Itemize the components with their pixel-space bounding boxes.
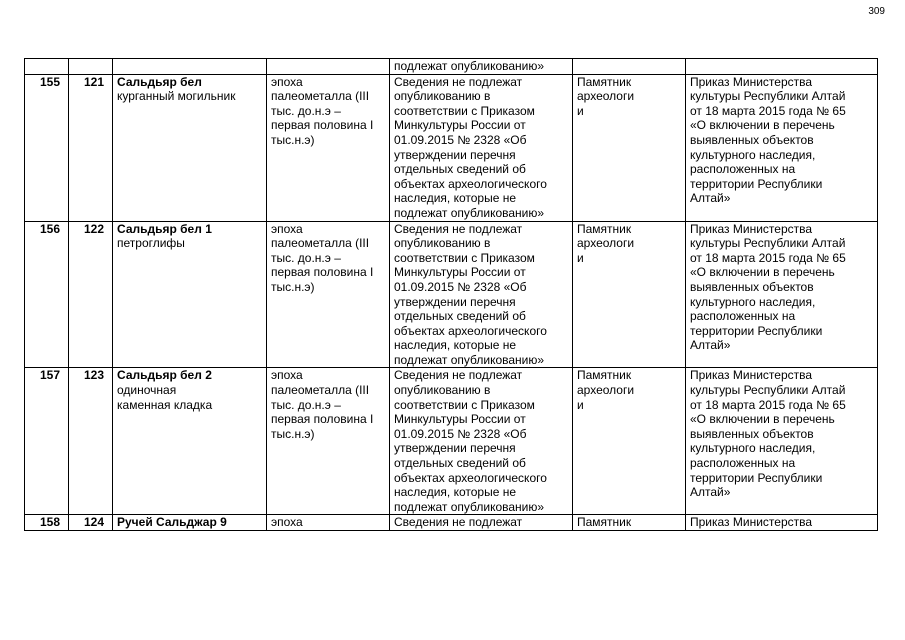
object-name: Сальдьяр бел 1 — [117, 221, 212, 236]
cell-number: 123 — [69, 368, 113, 515]
cell-number: 124 — [69, 515, 113, 531]
cell-category: Памятник археологи и — [573, 74, 686, 221]
table-row — [25, 368, 878, 515]
page-number: 309 — [868, 6, 885, 17]
object-name: Сальдьяр бел — [117, 74, 202, 89]
cell-order: Приказ Министерства культуры Республики Алтай от 18 марта 2015 года № 65 «О включении в перечень выявленных объектов культурного наследия, расположенных на территории Республики Алтай» — [686, 221, 878, 368]
cell-empty — [113, 59, 267, 75]
cell-object — [113, 368, 267, 515]
cell-empty — [25, 59, 69, 75]
cell-empty — [686, 59, 878, 75]
heritage-register-table — [24, 58, 878, 531]
cell-category: Памятник археологи и — [573, 221, 686, 368]
table-row — [25, 221, 878, 368]
cell-dating: эпоха палеометалла (III тыс. до.н.э – первая половина I тыс.н.э) — [267, 221, 390, 368]
object-type: курганный могильник — [117, 89, 236, 104]
cell-object — [113, 74, 267, 221]
object-name: Сальдьяр бел 2 — [117, 368, 212, 383]
cell-info: подлежат опубликованию» — [390, 59, 573, 75]
cell-info: Сведения не подлежат опубликованию в соответствии с Приказом Минкультуры России от 01.09.2015 № 2328 «Об утверждении перечня отдельных сведений об объектах археологического наследия, которые не подлежат опубликованию» — [390, 221, 573, 368]
table-row — [25, 515, 878, 531]
cell-empty — [267, 59, 390, 75]
cell-index: 155 — [25, 74, 69, 221]
cell-category: Памятник — [573, 515, 686, 531]
cell-info: Сведения не подлежат опубликованию в соответствии с Приказом Минкультуры России от 01.09.2015 № 2328 «Об утверждении перечня отдельных сведений об объектах археологического наследия, которые не подлежат опубликованию» — [390, 368, 573, 515]
cell-order: Приказ Министерства культуры Республики Алтай от 18 марта 2015 года № 65 «О включении в перечень выявленных объектов культурного наследия, расположенных на территории Республики Алтай» — [686, 368, 878, 515]
continuation-row — [25, 59, 878, 75]
cell-dating: эпоха палеометалла (III тыс. до.н.э – первая половина I тыс.н.э) — [267, 74, 390, 221]
object-type: одиночная каменная кладка — [117, 383, 213, 412]
cell-index: 156 — [25, 221, 69, 368]
object-name: Ручей Сальджар 9 — [117, 515, 227, 530]
cell-order: Приказ Министерства культуры Республики Алтай от 18 марта 2015 года № 65 «О включении в перечень выявленных объектов культурного наследия, расположенных на территории Республики Алтай» — [686, 74, 878, 221]
cell-order: Приказ Министерства — [686, 515, 878, 531]
table-row — [25, 74, 878, 221]
cell-info: Сведения не подлежат — [390, 515, 573, 531]
cell-category: Памятник археологи и — [573, 368, 686, 515]
cell-object — [113, 515, 267, 531]
cell-object — [113, 221, 267, 368]
object-type: петроглифы — [117, 236, 185, 251]
cell-dating: эпоха — [267, 515, 390, 531]
cell-empty — [69, 59, 113, 75]
cell-dating: эпоха палеометалла (III тыс. до.н.э – первая половина I тыс.н.э) — [267, 368, 390, 515]
cell-empty — [573, 59, 686, 75]
cell-number: 122 — [69, 221, 113, 368]
cell-number: 121 — [69, 74, 113, 221]
cell-index: 158 — [25, 515, 69, 531]
cell-index: 157 — [25, 368, 69, 515]
cell-info: Сведения не подлежат опубликованию в соответствии с Приказом Минкультуры России от 01.09.2015 № 2328 «Об утверждении перечня отдельных сведений об объектах археологического наследия, которые не подлежат опубликованию» — [390, 74, 573, 221]
